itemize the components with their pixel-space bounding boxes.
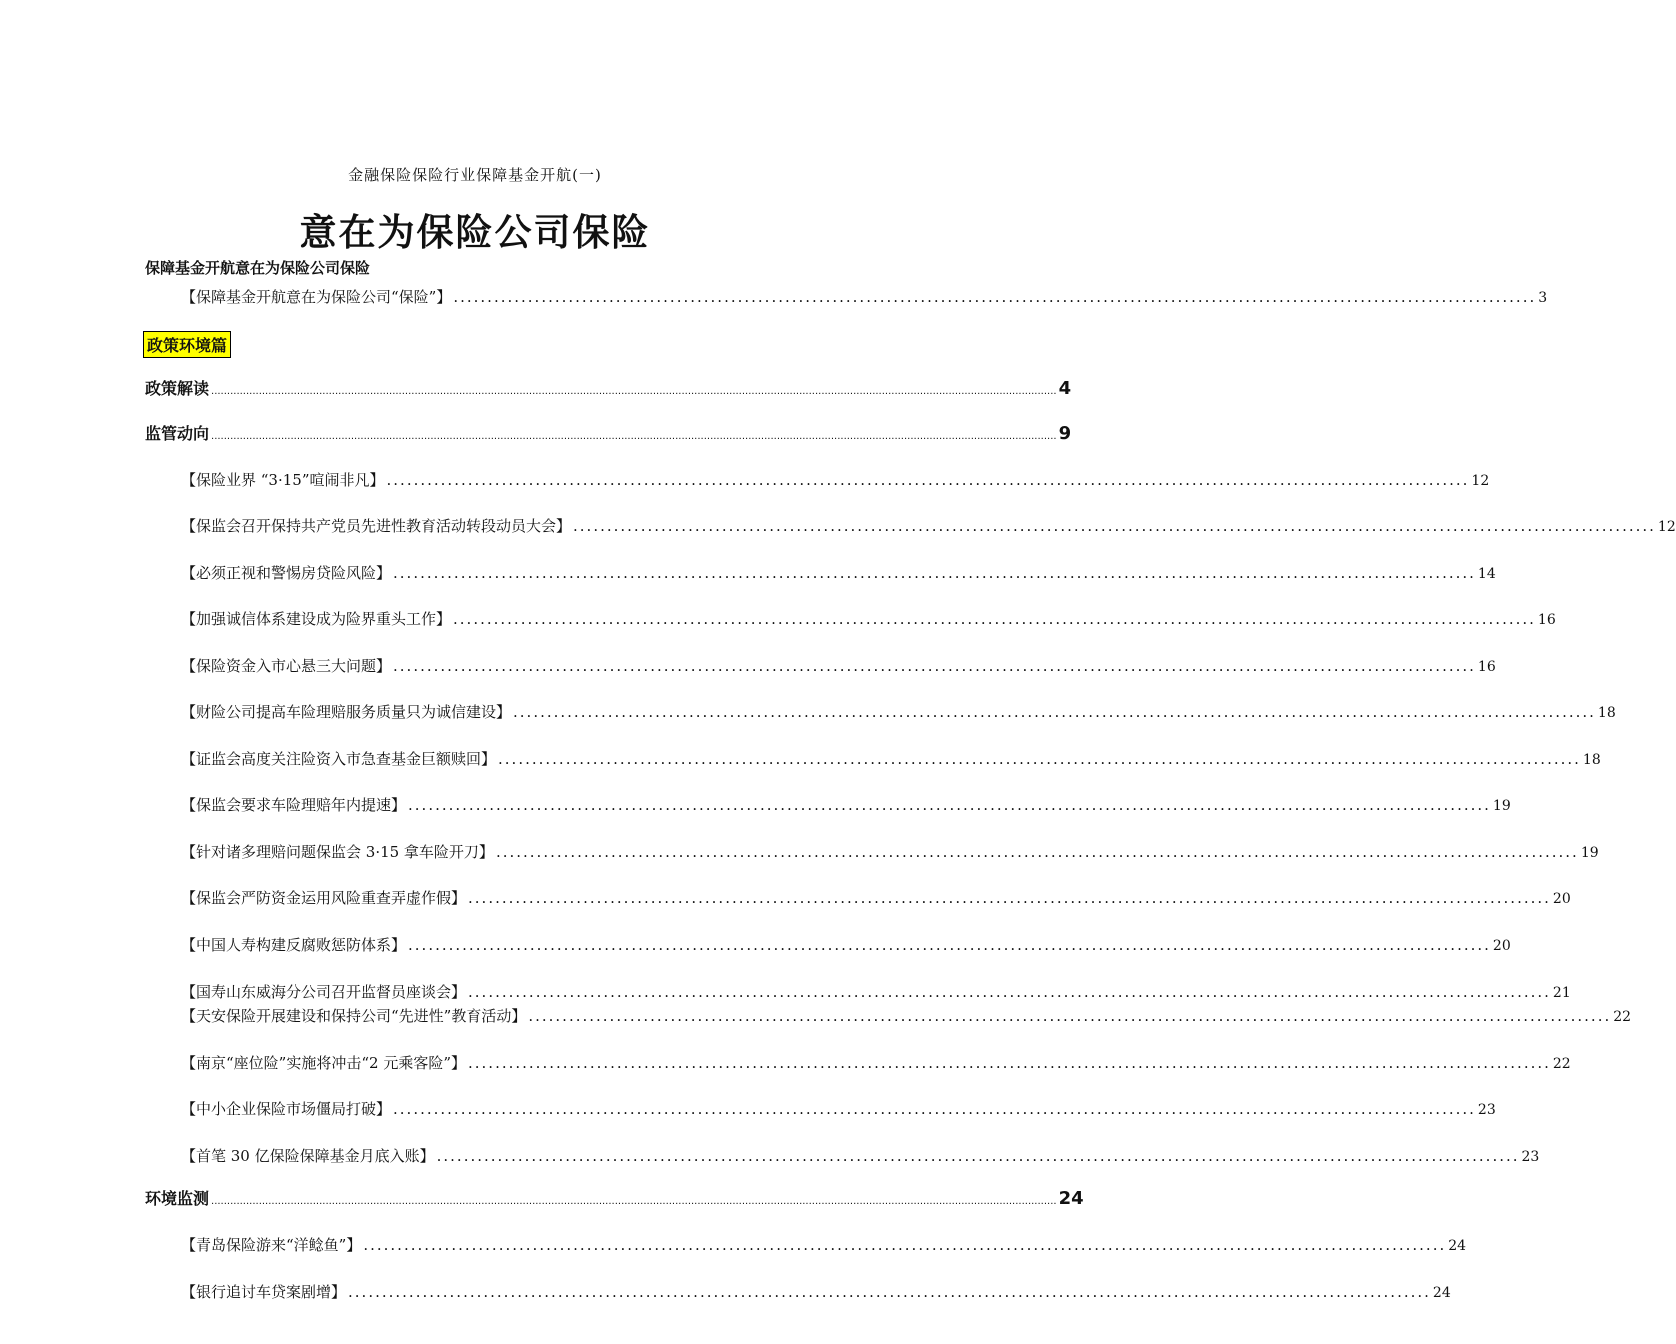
- toc-entry-title: 【保障基金开航意在为保险公司“保险”】: [181, 288, 452, 306]
- toc-entry-page: 20: [1552, 891, 1571, 907]
- dot-leader: ................................................................................................................................................................: [513, 703, 1596, 721]
- toc-entry-title: 【银行追讨车贷案剧增】: [181, 1283, 347, 1301]
- dot-leader: ................................................................................................................................................................: [528, 1007, 1612, 1025]
- toc-entry-title: 【首笔 30 亿保险保障基金月底入账】: [181, 1147, 435, 1165]
- toc-entry[interactable]: [181, 748, 1601, 769]
- toc-entry-page: 21: [1552, 985, 1571, 1001]
- dot-leader: ................................................................................................................................................................: [393, 657, 1476, 675]
- toc-entry-page: 19: [1580, 845, 1599, 861]
- toc-section-title: 监管动向: [145, 424, 210, 443]
- toc-entry-page: 22: [1552, 1056, 1571, 1072]
- toc-entry-page: 20: [1492, 938, 1511, 954]
- toc-entry[interactable]: [181, 934, 1511, 955]
- toc-entry-page: 16: [1477, 659, 1496, 675]
- dot-leader: ..........................................................................................................................................................................................................................................................................: [211, 386, 1057, 397]
- document-title: 意在为保险公司保险: [299, 211, 651, 254]
- toc-entry[interactable]: [181, 515, 1676, 536]
- toc-entry[interactable]: [181, 794, 1511, 815]
- toc-entry-title: 【针对诸多理赔问题保监会 3·15 拿车险开刀】: [181, 843, 494, 861]
- toc-entry-page: 22: [1613, 1009, 1632, 1025]
- toc-entry-title: 【南京“座位险”实施将冲击“2 元乘客险”】: [181, 1054, 466, 1072]
- toc-section-page: 24: [1058, 1188, 1084, 1209]
- toc-entry[interactable]: [181, 887, 1571, 908]
- toc-section-title: 环境监测: [145, 1189, 210, 1208]
- toc-entry[interactable]: [181, 1234, 1467, 1255]
- toc-section-page: 9: [1058, 423, 1072, 444]
- toc-section[interactable]: [145, 421, 1072, 444]
- toc-entry-page: 12: [1471, 473, 1490, 489]
- toc-entry-title: 【加强诚信体系建设成为险界重头工作】: [181, 610, 452, 628]
- dot-leader: ................................................................................................................................................................: [408, 796, 1491, 814]
- dot-leader: ................................................................................................................................................................: [393, 564, 1476, 582]
- toc-section[interactable]: [145, 1186, 1084, 1209]
- toc-entry[interactable]: [181, 655, 1496, 676]
- toc-entry[interactable]: [181, 1145, 1540, 1166]
- toc-entry-title: 【保监会召开保持共产党员先进性教育活动转段动员大会】: [181, 517, 572, 535]
- dot-leader: ..........................................................................................................................................................................................................................................................................: [211, 431, 1057, 442]
- toc-entry-title: 【保监会严防资金运用风险重查弄虚作假】: [181, 889, 467, 907]
- toc-entry-title: 【证监会高度关注险资入市急查基金巨额赎回】: [181, 750, 497, 768]
- toc-entry-title: 【中小企业保险市场僵局打破】: [181, 1100, 392, 1118]
- dot-leader: ................................................................................................................................................................: [386, 471, 1470, 489]
- toc-entry-page: 23: [1521, 1149, 1540, 1165]
- toc-entry-title: 【中国人寿构建反腐败惩防体系】: [181, 936, 407, 954]
- toc-entry[interactable]: [181, 608, 1556, 629]
- toc-entry-page: 16: [1537, 612, 1556, 628]
- dot-leader: ................................................................................................................................................................: [363, 1236, 1447, 1254]
- toc-entry[interactable]: [181, 981, 1571, 1002]
- toc-entry[interactable]: [181, 1005, 1632, 1026]
- dot-leader: ................................................................................................................................................................: [573, 517, 1656, 535]
- toc-section[interactable]: [145, 376, 1072, 399]
- toc-entry-page: 18: [1597, 705, 1616, 721]
- toc-entry-page: 24: [1432, 1285, 1451, 1301]
- toc-entry-title: 【保险业界 “3·15”喧闹非凡】: [181, 471, 385, 489]
- toc-entry[interactable]: [181, 469, 1490, 490]
- toc-entry[interactable]: [181, 1098, 1496, 1119]
- document-subtitle: 金融保险保险行业保障基金开航(一): [348, 166, 602, 184]
- dot-leader: ..........................................................................................................................................................................................................................................................................: [211, 1196, 1057, 1207]
- lead-heading: 保障基金开航意在为保险公司保险: [145, 259, 371, 277]
- dot-leader: ................................................................................................................................................................: [393, 1100, 1476, 1118]
- toc-entry-title: 【保险资金入市心悬三大问题】: [181, 657, 392, 675]
- toc-entry-page: 12: [1657, 519, 1676, 535]
- toc-section-page: 4: [1058, 378, 1072, 399]
- toc-entry-page: 19: [1492, 798, 1511, 814]
- dot-leader: ................................................................................................................................................................: [408, 936, 1491, 954]
- toc-entry[interactable]: [181, 841, 1599, 862]
- toc-entry-page: 23: [1477, 1102, 1496, 1118]
- toc-entry[interactable]: [181, 286, 1548, 307]
- toc-entry[interactable]: [181, 1052, 1571, 1073]
- dot-leader: ................................................................................................................................................................: [348, 1283, 1431, 1301]
- toc-entry[interactable]: [181, 1281, 1451, 1302]
- dot-leader: ................................................................................................................................................................: [498, 750, 1581, 768]
- dot-leader: ................................................................................................................................................................: [495, 843, 1579, 861]
- toc-entry[interactable]: [181, 701, 1616, 722]
- dot-leader: ................................................................................................................................................................: [453, 610, 1536, 628]
- toc-section-title: 政策解读: [145, 379, 210, 398]
- toc-entry-title: 【财险公司提高车险理赔服务质量只为诚信建设】: [181, 703, 512, 721]
- toc-entry-page: 3: [1538, 290, 1548, 306]
- dot-leader: ................................................................................................................................................................: [468, 1054, 1551, 1072]
- toc-entry-title: 【天安保险开展建设和保持公司“先进性”教育活动】: [181, 1007, 527, 1025]
- toc-entry-title: 【必须正视和警惕房贷险风险】: [181, 564, 392, 582]
- toc-entry-page: 14: [1477, 566, 1496, 582]
- toc-entry[interactable]: [181, 562, 1496, 583]
- dot-leader: ................................................................................................................................................................: [453, 288, 1537, 306]
- dot-leader: ................................................................................................................................................................: [436, 1147, 1520, 1165]
- dot-leader: ................................................................................................................................................................: [468, 889, 1551, 907]
- dot-leader: ................................................................................................................................................................: [468, 983, 1551, 1001]
- part-label: 政策环境篇: [143, 331, 231, 358]
- toc-entry-page: 18: [1582, 752, 1601, 768]
- toc-entry-title: 【国寿山东威海分公司召开监督员座谈会】: [181, 983, 467, 1001]
- toc-entry-page: 24: [1448, 1238, 1467, 1254]
- toc-entry-title: 【青岛保险游来“洋鲶鱼”】: [181, 1236, 362, 1254]
- toc-entry-title: 【保监会要求车险理赔年内提速】: [181, 796, 407, 814]
